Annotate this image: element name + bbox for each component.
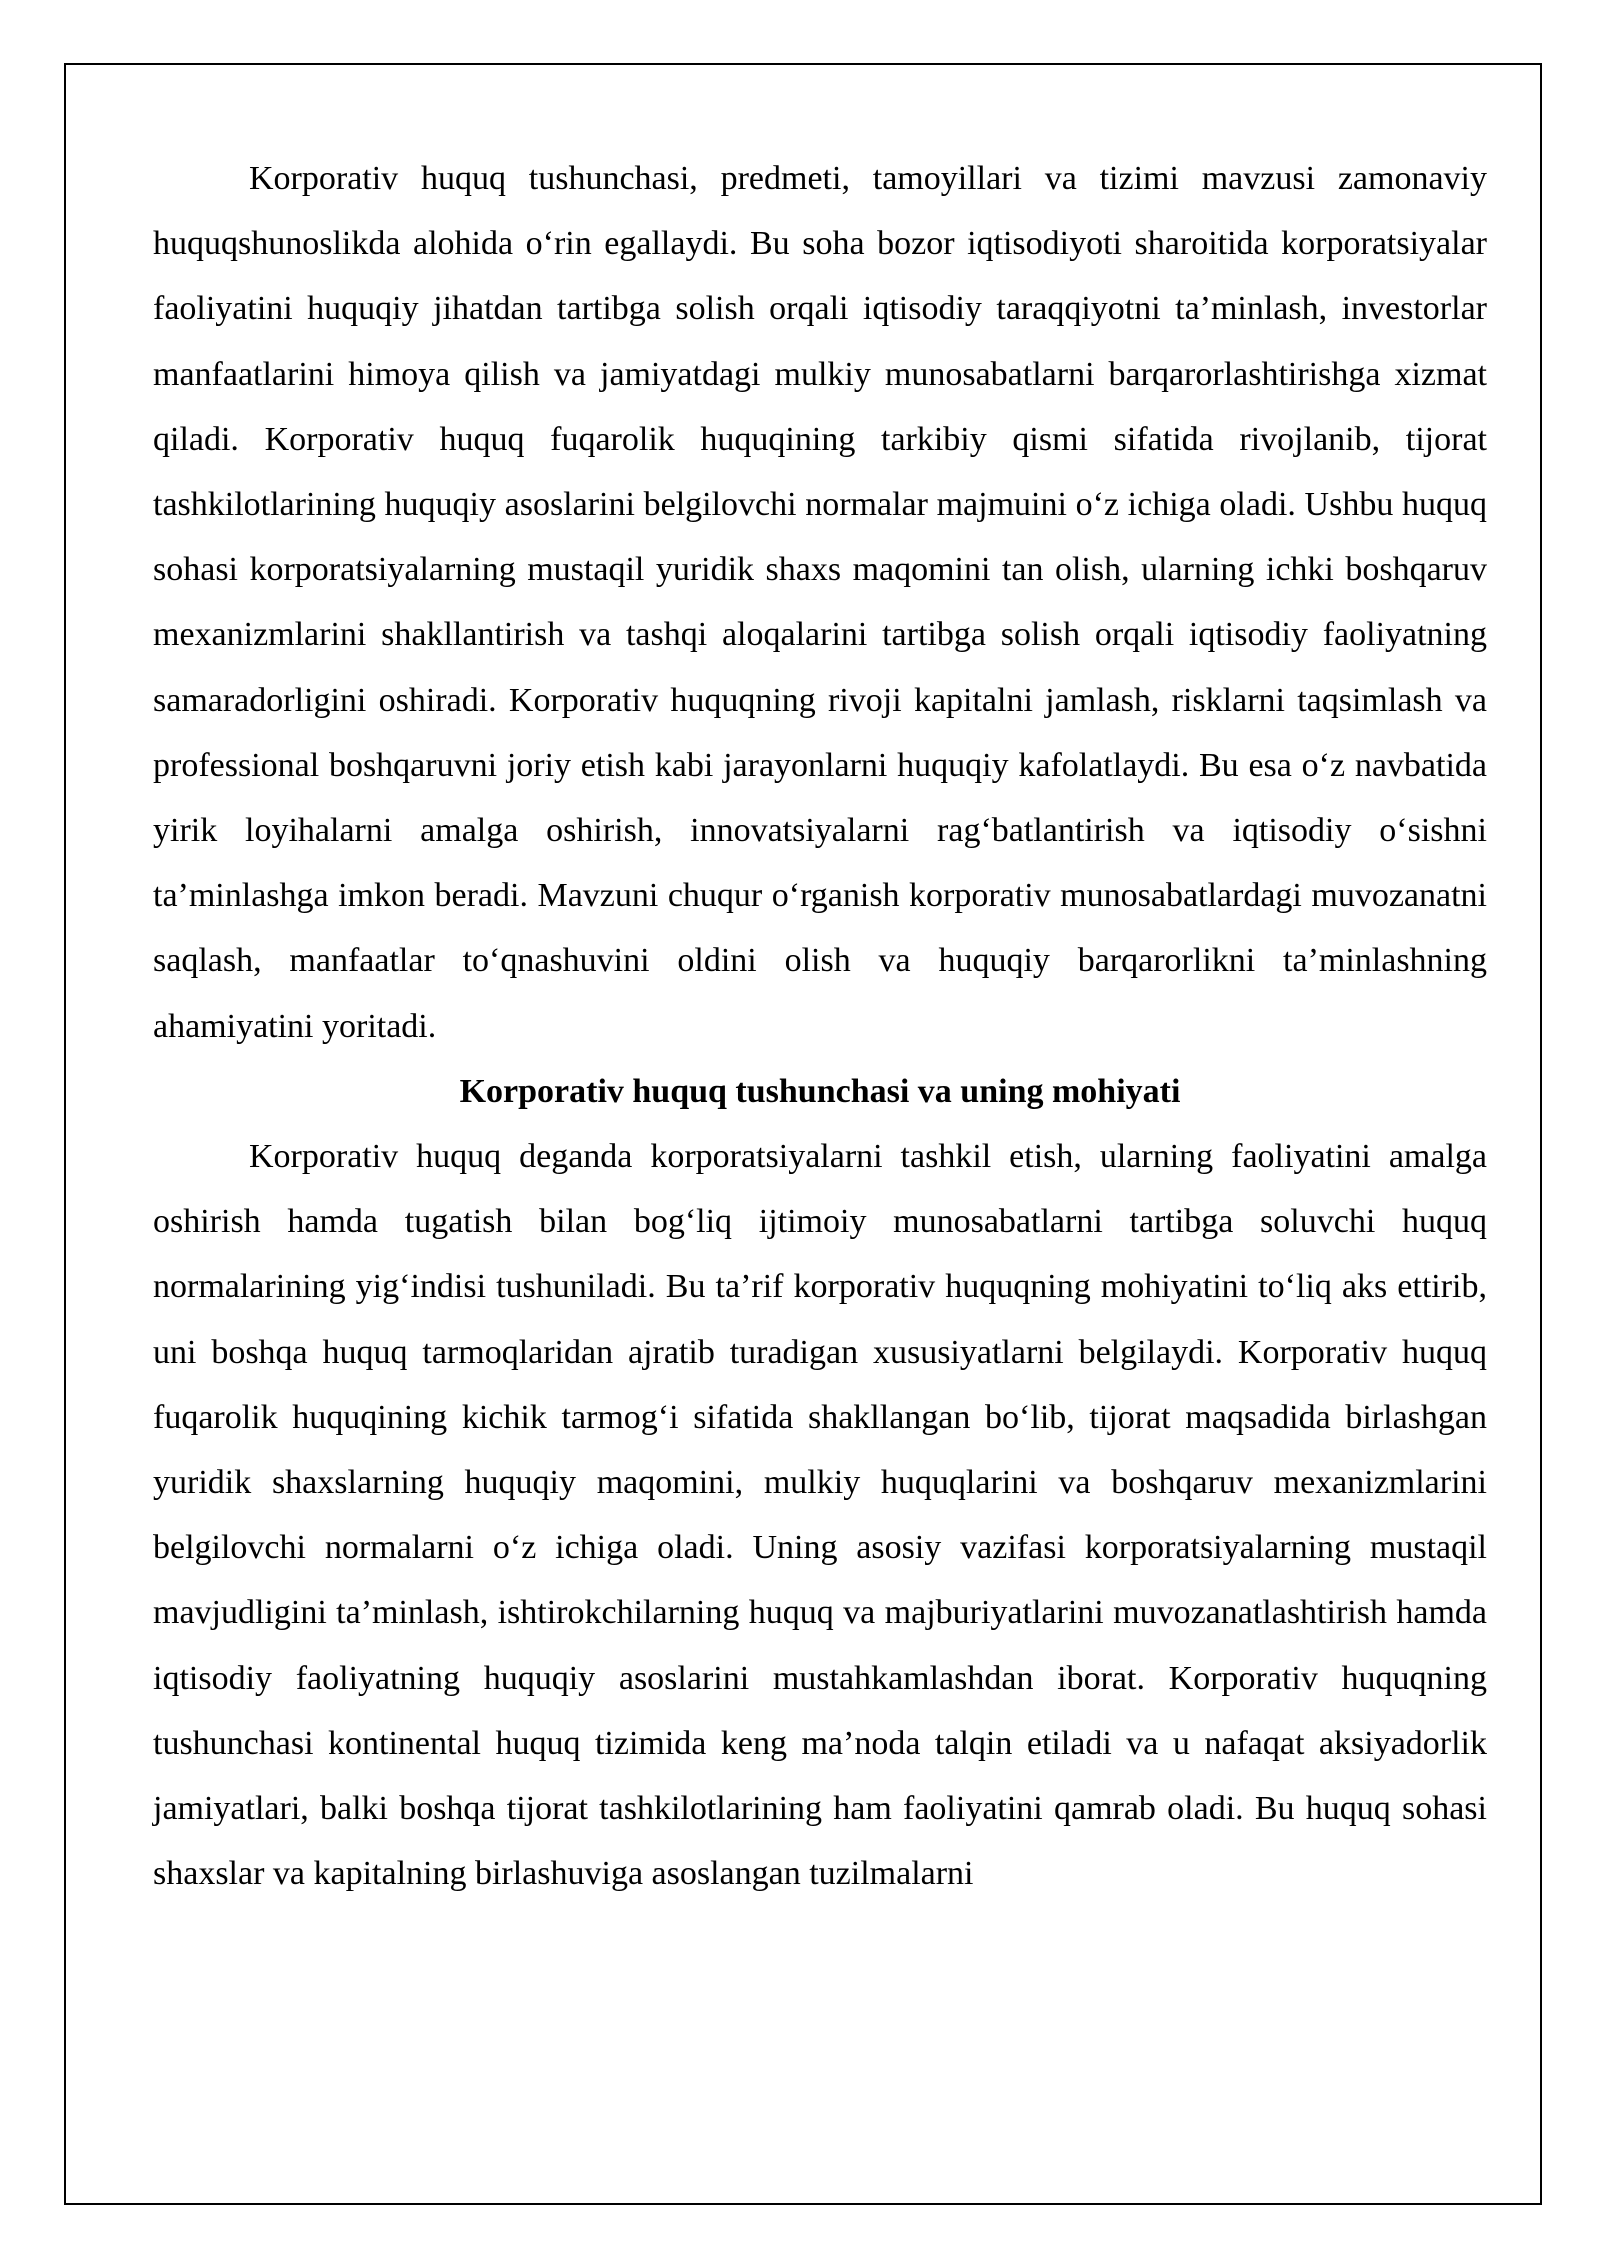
section-paragraph: Korporativ huquq deganda korporatsiyalarni tashkil etish, ularning faoliyatini amalga oshirish hamda tugatish bilan bog‘liq ijtimoiy munosabatlarni tartibga soluvchi huquq normalarining yig‘indisi tushuniladi. Bu ta’rif korporativ huquqning mohiyatini to‘liq aks ettirib, uni boshqa huquq tarmoqlaridan ajratib turadigan xususiyatlarni belgilaydi. Korporativ huquq fuqarolik huquqining kichik tarmog‘i sifatida shakllangan bo‘lib, tijorat maqsadida birlashgan yuridik shaxslarning huquqiy maqomini, mulkiy huquqlarini va boshqaruv mexanizmlarini belgilovchi normalarni o‘z ichiga oladi. Uning asosiy vazifasi korporatsiyalarning mustaqil mavjudligini ta’minlash, ishtirokchilarning huquq va majburiyatlarini muvozanatlashtirish hamda iqtisodiy faoliyatning huquqiy asoslarini mustahkamlashdan iborat. Korporativ huquqning tushunchasi kontinental huquq tizimida keng ma’noda talqin etiladi va u nafaqat aksiyadorlik jamiyatlari, balki boshqa tijorat tashkilotlarining ham faoliyatini qamrab oladi. Bu huquq sohasi shaxslar va kapitalning birlashuviga asoslangan tuzilmalarni — [153, 1138, 1487, 1893]
section-heading: Korporativ huquq tushunchasi va uning mohiyati — [459, 1072, 1181, 1110]
intro-paragraph: Korporativ huquq tushunchasi, predmeti, tamoyillari va tizimi mavzusi zamonaviy huquqshunoslikda alohida o‘rin egallaydi. Bu soha bozor iqtisodiyoti sharoitida korporatsiyalar faoliyatini huquqiy jihatdan tartibga solish orqali iqtisodiy taraqqiyotni ta’minlash, investorlar manfaatlarini himoya qilish va jamiyatdagi mulkiy munosabatlarni barqarorlashtirishga xizmat qiladi. Korporativ huquq fuqarolik huquqining tarkibiy qismi sifatida rivojlanib, tijorat tashkilotlarining huquqiy asoslarini belgilovchi normalar majmuini o‘z ichiga oladi. Ushbu huquq sohasi korporatsiyalarning mustaqil yuridik shaxs maqomini tan olish, ularning ichki boshqaruv mexanizmlarini shakllantirish va tashqi aloqalarini tartibga solish orqali iqtisodiy faoliyatning samaradorligini oshiradi. Korporativ huquqning rivoji kapitalni jamlash, risklarni taqsimlash va professional boshqaruvni joriy etish kabi jarayonlarni huquqiy kafolatlaydi. Bu esa o‘z navbatida yirik loyihalarni amalga oshirish, innovatsiyalarni rag‘batlantirish va iqtisodiy o‘sishni ta’minlashga imkon beradi. Mavzuni chuqur o‘rganish korporativ munosabatlardagi muvozanatni saqlash, manfaatlar to‘qnashuvini oldini olish va huquqiy barqarorlikni ta’minlashning ahamiyatini yoritadi. — [153, 160, 1487, 1045]
document-body — [153, 146, 1487, 1906]
